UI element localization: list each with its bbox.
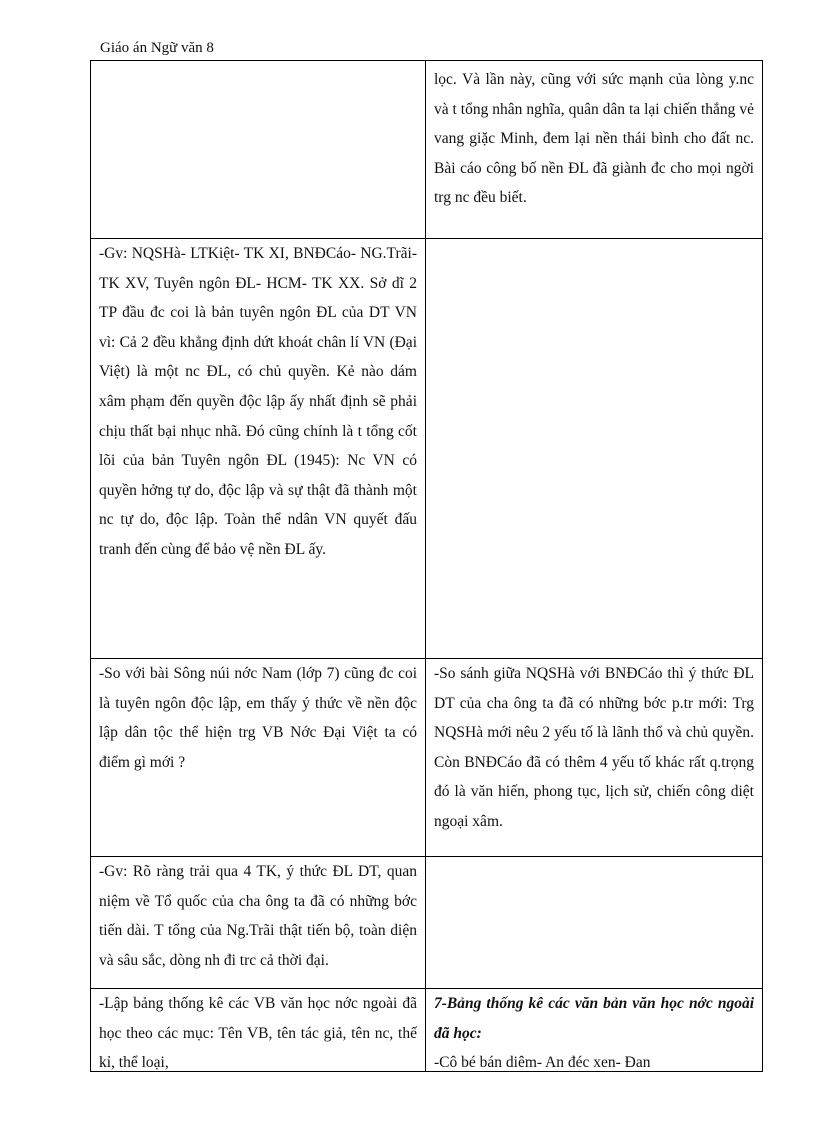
table-cell-right xyxy=(426,659,763,857)
cell-text: -Cô bé bán diêm- An đéc xen- Đan xyxy=(434,1054,651,1071)
cell-text: -Lập bảng thống kê các VB văn học nớc ngoài đã học theo các mục: Tên VB, tên tác giả, tên nc, thế kỉ, thể loại, xyxy=(99,995,417,1071)
table-cell-left xyxy=(91,659,426,857)
cell-text xyxy=(434,239,754,658)
cell-text: -Gv: Rõ ràng trải qua 4 TK, ý thức ĐL DT, quan niệm về Tổ quốc của cha ông ta đã có những bớc tiến dài. T tổng của Ng.Trãi thật tiến bộ, toàn diện và sâu sắc, dòng nh đi trc cả thời đại. xyxy=(99,863,417,969)
cell-text: -Gv: NQSHà- LTKiệt- TK XI, BNĐCáo- NG.Trãi- TK XV, Tuyên ngôn ĐL- HCM- TK XX. Sở dĩ 2 TP đầu đc coi là bản tuyên ngôn ĐL của DT VN vì: Cả 2 đều khẳng định dứt khoát chân lí VN (Đại Việt) là một nc ĐL, có chủ quyền. Kẻ nào dám xâm phạm đến quyền độc lập ấy nhất định sẽ phải chịu thất bại nhục nhã. Đó cũng chính là t tổng cốt lõi của bản Tuyên ngôn ĐL (1945): Nc VN có quyền hởng tự do, độc lập và sự thật đã thành một nc tự do, độc lập. Toàn thể ndân VN quyết đấu tranh đến cùng để bảo vệ nền ĐL ấy. xyxy=(99,245,417,558)
section-heading: 7-Bảng thống kê các văn bản văn học nớc ngoài đã học: xyxy=(434,995,754,1042)
table-row xyxy=(91,989,763,1072)
table-cell-left xyxy=(91,61,426,239)
table-row xyxy=(91,61,763,239)
lesson-table xyxy=(90,60,763,1072)
table-cell-right xyxy=(426,989,763,1072)
cell-text xyxy=(99,61,417,238)
table-cell-right xyxy=(426,239,763,659)
cell-text: lọc. Và lần này, cũng với sức mạnh của lòng y.nc và t tổng nhân nghĩa, quân dân ta lại chiến thắng vẻ vang giặc Minh, đem lại nền thái bình cho đất nc. Bài cáo công bố nền ĐL đã giành đc cho mọi ngời trg nc đều biết. xyxy=(434,71,754,207)
table-row xyxy=(91,239,763,659)
table-cell-right xyxy=(426,61,763,239)
cell-text: -So sánh giữa NQSHà với BNĐCáo thì ý thức ĐL DT của cha ông ta đã có những bớc p.tr mới: Trg NQSHà mới nêu 2 yếu tố là lãnh thổ và chủ quyền. Còn BNĐCáo đã có thêm 4 yếu tố khác rất q.trọng đó là văn hiến, phong tục, lịch sử, chiến công diệt ngoại xâm. xyxy=(434,665,754,830)
table-cell-left xyxy=(91,857,426,989)
cell-text: -So với bài Sông núi nớc Nam (lớp 7) cũng đc coi là tuyên ngôn độc lập, em thấy ý thức về nền độc lập dân tộc thể hiện trg VB Nớc Đại Việt ta có điểm gì mới ? xyxy=(99,665,417,771)
table-row xyxy=(91,659,763,857)
table-cell-left xyxy=(91,239,426,659)
cell-text-container xyxy=(434,989,754,1071)
cell-text xyxy=(434,857,754,988)
table-row xyxy=(91,857,763,989)
table-cell-right xyxy=(426,857,763,989)
table-cell-left xyxy=(91,989,426,1072)
page-header: Giáo án Ngữ văn 8 xyxy=(100,40,214,56)
